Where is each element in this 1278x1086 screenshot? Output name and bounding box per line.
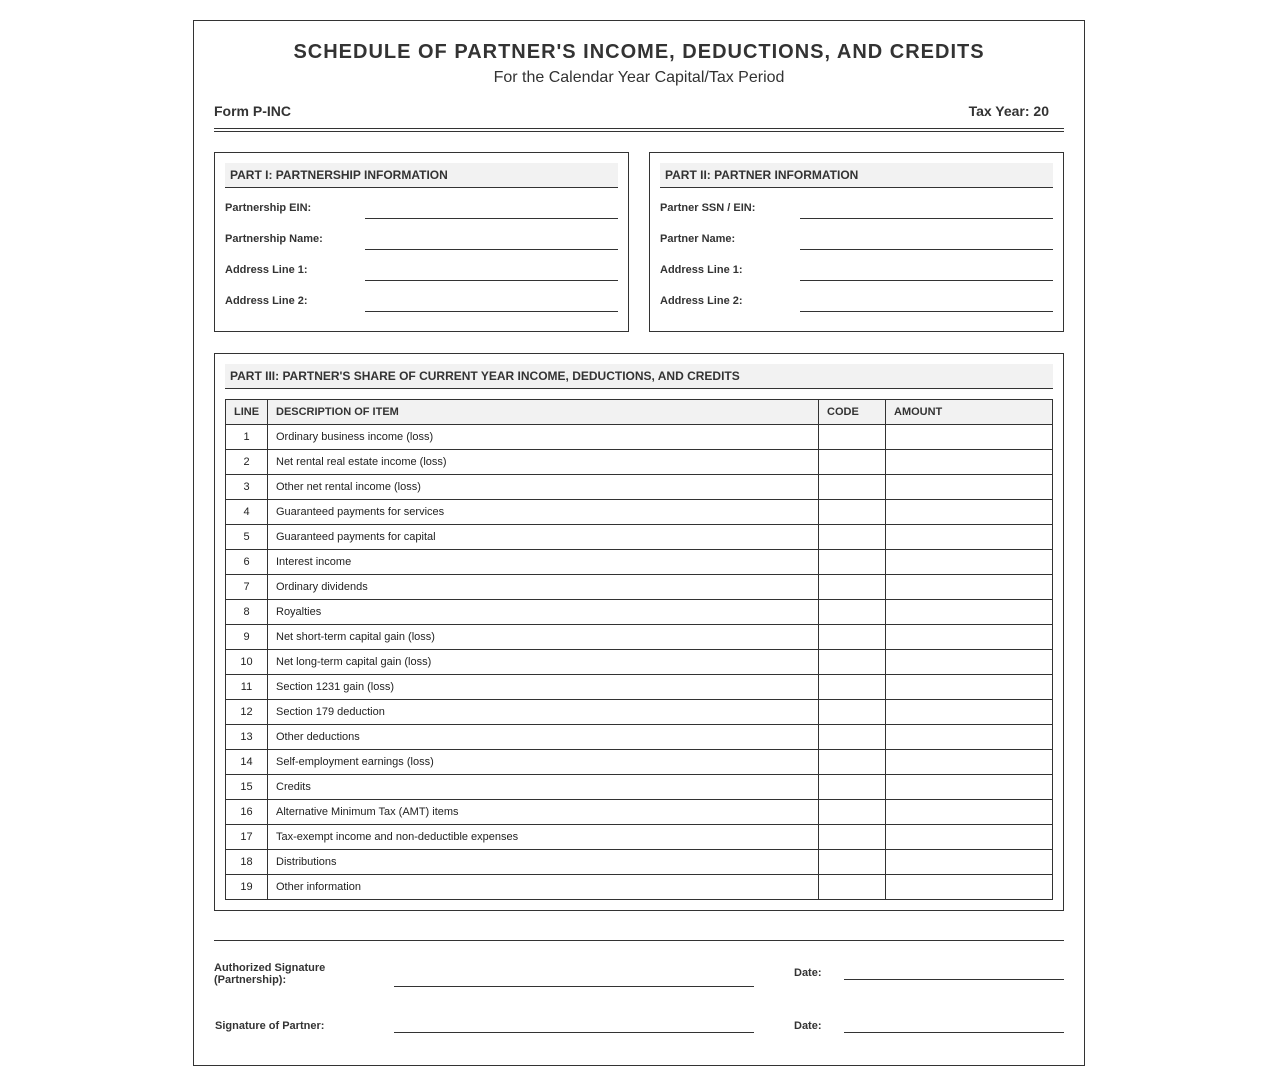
table-row [226,500,1053,525]
item-description: Tax-exempt income and non-deductible expenses [268,825,819,850]
date-label: Date: [794,1020,822,1032]
line-number: 17 [226,825,268,850]
amount-cell[interactable] [886,550,1053,575]
field-label: Address Line 1: [225,264,308,276]
amount-cell[interactable] [886,750,1053,775]
partner-address1-input[interactable] [800,280,1053,281]
table-row [226,850,1053,875]
table-row [226,475,1053,500]
line-number: 3 [226,475,268,500]
partnership-address1-field[interactable] [225,259,618,279]
items-table-body [226,425,1053,900]
line-number: 7 [226,575,268,600]
part3-items [214,353,1064,911]
item-description: Credits [268,775,819,800]
authorized-signature-label-line1: Authorized Signature [214,962,326,974]
line-number: 19 [226,875,268,900]
amount-cell[interactable] [886,875,1053,900]
table-row [226,525,1053,550]
line-number: 11 [226,675,268,700]
table-row [226,450,1053,475]
authorized-date-line[interactable] [844,979,1064,980]
column-header-line: LINE [226,400,268,425]
header-divider [214,128,1064,132]
table-row [226,425,1053,450]
form-page [193,20,1085,1066]
partner-address2-field[interactable] [660,290,1053,310]
table-row [226,875,1053,900]
partner-ssn-input[interactable] [800,218,1053,219]
amount-cell[interactable] [886,500,1053,525]
line-number: 5 [226,525,268,550]
amount-cell[interactable] [886,650,1053,675]
code-cell[interactable] [819,650,886,675]
form-title: SCHEDULE OF PARTNER'S INCOME, DEDUCTIONS, AND CREDITS [293,41,985,63]
signature-divider [214,940,1064,941]
item-description: Other deductions [268,725,819,750]
field-label: Partnership Name: [225,233,323,245]
table-row [226,775,1053,800]
code-cell[interactable] [819,525,886,550]
column-header-code: CODE [819,400,886,425]
form-subtitle: For the Calendar Year Capital/Tax Period [493,69,785,86]
code-cell[interactable] [819,725,886,750]
amount-cell[interactable] [886,475,1053,500]
item-description: Distributions [268,850,819,875]
line-number: 18 [226,850,268,875]
table-row [226,800,1053,825]
partnership-address2-input[interactable] [365,311,618,312]
line-number: 9 [226,625,268,650]
partner-ssn-field[interactable] [660,197,1053,217]
partner-signature-line[interactable] [394,1032,754,1033]
column-header-amount: AMOUNT [886,400,1053,425]
field-label: Partner Name: [660,233,736,245]
partner-name-input[interactable] [800,249,1053,250]
partner-date-line[interactable] [844,1032,1064,1033]
item-description: Net rental real estate income (loss) [268,450,819,475]
line-number: 8 [226,600,268,625]
partner-signature-label: Signature of Partner: [215,1020,325,1032]
amount-cell[interactable] [886,725,1053,750]
items-table [225,399,1053,900]
item-description: Guaranteed payments for services [268,500,819,525]
code-cell[interactable] [819,750,886,775]
table-row [226,650,1053,675]
authorized-signature-label [214,962,325,986]
line-number: 2 [226,450,268,475]
table-row [226,825,1053,850]
amount-cell[interactable] [886,850,1053,875]
form-id: Form P-INC [214,103,291,119]
field-label: Address Line 2: [225,295,308,307]
code-cell[interactable] [819,850,886,875]
code-cell[interactable] [819,675,886,700]
authorized-signature-line[interactable] [394,986,754,987]
line-number: 13 [226,725,268,750]
amount-cell[interactable] [886,775,1053,800]
line-number: 12 [226,700,268,725]
code-cell[interactable] [819,825,886,850]
code-cell[interactable] [819,450,886,475]
item-description: Self-employment earnings (loss) [268,750,819,775]
partnership-address2-field[interactable] [225,290,618,310]
code-cell[interactable] [819,575,886,600]
code-cell[interactable] [819,425,886,450]
item-description: Section 1231 gain (loss) [268,675,819,700]
code-cell[interactable] [819,775,886,800]
item-description: Ordinary dividends [268,575,819,600]
table-row [226,750,1053,775]
field-label: Partner SSN / EIN: [660,202,756,214]
table-header-row [226,400,1053,425]
amount-cell[interactable] [886,625,1053,650]
code-cell[interactable] [819,625,886,650]
code-cell[interactable] [819,475,886,500]
amount-cell[interactable] [886,700,1053,725]
table-row [226,575,1053,600]
code-cell[interactable] [819,550,886,575]
item-description: Interest income [268,550,819,575]
line-number: 16 [226,800,268,825]
item-description: Other information [268,875,819,900]
item-description: Royalties [268,600,819,625]
amount-cell[interactable] [886,800,1053,825]
amount-cell[interactable] [886,450,1053,475]
field-label: Address Line 1: [660,264,743,276]
amount-cell[interactable] [886,675,1053,700]
partner-address2-input[interactable] [800,311,1053,312]
line-number: 4 [226,500,268,525]
tax-year[interactable]: Tax Year: 20 [968,103,1049,119]
item-description: Ordinary business income (loss) [268,425,819,450]
item-description: Net short-term capital gain (loss) [268,625,819,650]
code-cell[interactable] [819,500,886,525]
code-cell[interactable] [819,875,886,900]
table-row [226,625,1053,650]
partnership-ein-field[interactable] [225,197,618,217]
part2-partner-info [649,152,1064,332]
part2-heading: PART II: PARTNER INFORMATION [660,163,1053,188]
amount-cell[interactable] [886,825,1053,850]
partner-name-field[interactable] [660,228,1053,248]
item-description: Alternative Minimum Tax (AMT) items [268,800,819,825]
date-label: Date: [794,967,822,979]
partnership-name-field[interactable] [225,228,618,248]
item-description: Guaranteed payments for capital [268,525,819,550]
authorized-signature-label-line2: (Partnership): [214,974,287,986]
code-cell[interactable] [819,700,886,725]
item-description: Section 179 deduction [268,700,819,725]
part3-heading: PART III: PARTNER'S SHARE OF CURRENT YEAR INCOME, DEDUCTIONS, AND CREDITS [225,364,1053,389]
table-row [226,600,1053,625]
partnership-ein-input[interactable] [365,218,618,219]
table-row [226,700,1053,725]
table-row [226,725,1053,750]
amount-cell[interactable] [886,425,1053,450]
line-number: 14 [226,750,268,775]
line-number: 1 [226,425,268,450]
line-number: 10 [226,650,268,675]
code-cell[interactable] [819,800,886,825]
item-description: Net long-term capital gain (loss) [268,650,819,675]
partnership-name-input[interactable] [365,249,618,250]
amount-cell[interactable] [886,525,1053,550]
table-row [226,675,1053,700]
amount-cell[interactable] [886,575,1053,600]
field-label: Partnership EIN: [225,202,312,214]
column-header-description: DESCRIPTION OF ITEM [268,400,819,425]
amount-cell[interactable] [886,600,1053,625]
part1-partnership-info [214,152,629,332]
partner-address1-field[interactable] [660,259,1053,279]
part1-heading: PART I: PARTNERSHIP INFORMATION [225,163,618,188]
table-row [226,550,1053,575]
item-description: Other net rental income (loss) [268,475,819,500]
partnership-address1-input[interactable] [365,280,618,281]
line-number: 15 [226,775,268,800]
code-cell[interactable] [819,600,886,625]
line-number: 6 [226,550,268,575]
field-label: Address Line 2: [660,295,743,307]
